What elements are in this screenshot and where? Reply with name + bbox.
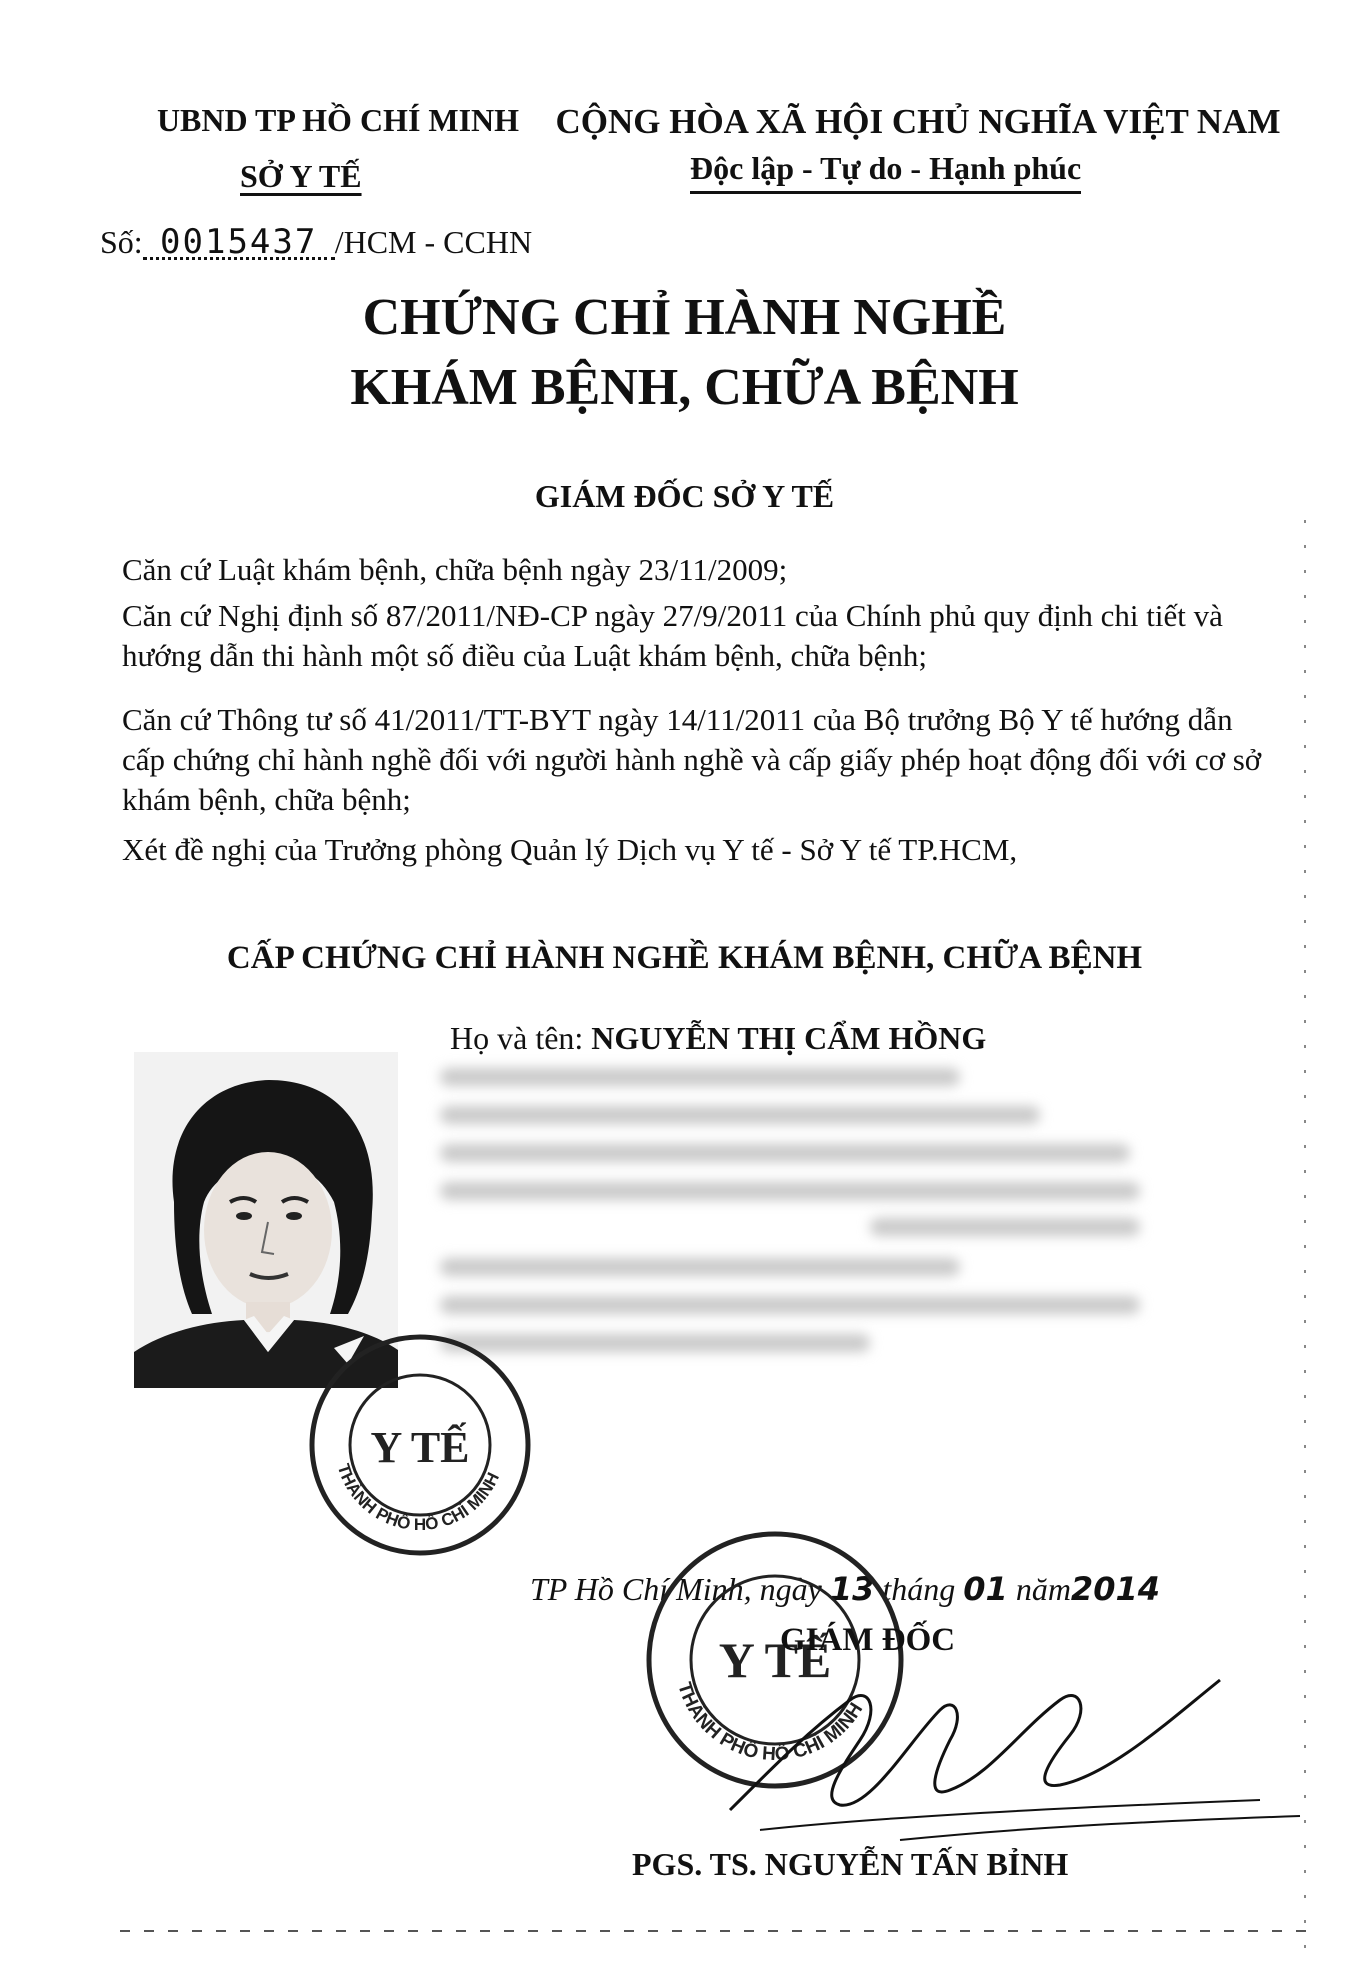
redacted-line (440, 1068, 960, 1086)
certificate-title-line-2: KHÁM BỆNH, CHỮA BỆNH (350, 359, 1019, 416)
legal-basis-proposal: Xét đề nghị của Trưởng phòng Quản lý Dịch vụ Y tế - Sở Y tế TP.HCM, (122, 832, 1018, 867)
holder-name-row (450, 1020, 986, 1057)
republic-title: CỘNG HÒA XÃ HỘI CHỦ NGHĨA VIỆT NAM (555, 102, 1281, 141)
signature-month: 01 (963, 1570, 1008, 1608)
holder-name-label: Họ và tên: (450, 1020, 584, 1056)
signature-year-label: năm (1015, 1571, 1071, 1607)
legal-basis-law: Căn cứ Luật khám bệnh, chữa bệnh ngày 23/11/2009; (122, 552, 788, 587)
signer-title: GIÁM ĐỐC (780, 1622, 956, 1658)
document-number-suffix: /HCM - CCHN (334, 224, 533, 260)
certificate-title-line-1: CHỨNG CHỈ HÀNH NGHỀ (362, 289, 1007, 346)
seal-ring-text: THÀNH PHỐ HỒ CHÍ MINH (333, 1461, 503, 1535)
document-number-line (100, 224, 532, 261)
seal-center-text: Y TẾ (370, 1423, 470, 1472)
issuing-department: SỞ Y TẾ (240, 158, 362, 194)
redacted-line (440, 1182, 1140, 1200)
seal-ring-text: THÀNH PHỐ HỒ CHÍ MINH (673, 1679, 868, 1766)
signer-name: PGS. TS. NGUYỄN TẤN BỈNH (632, 1846, 1069, 1882)
signature-day: 13 (829, 1570, 875, 1608)
issuer-heading: GIÁM ĐỐC SỞ Y TẾ (534, 478, 835, 514)
legal-basis-decree: Căn cứ Nghị định số 87/2011/NĐ-CP ngày 27/9/2011 của Chính phủ quy định chi tiết và hướng dẫn thi hành một số điều của Luật khám bệnh, chữa bệnh; (122, 598, 1223, 673)
signature-place: TP Hồ Chí Minh, ngày (530, 1571, 822, 1607)
handwritten-signature (700, 1640, 1320, 1860)
issuing-agency: UBND TP HỒ CHÍ MINH (156, 102, 520, 138)
redacted-line (870, 1218, 1140, 1236)
redacted-line (440, 1296, 1140, 1314)
bottom-dashed-line (120, 1928, 1310, 1934)
redacted-personal-details (440, 1058, 1160, 1378)
signature-year: 2014 (1070, 1570, 1160, 1608)
seal-center-text: Y TẾ (718, 1632, 832, 1688)
redacted-line (440, 1144, 1130, 1162)
legal-basis-circular: Căn cứ Thông tư số 41/2011/TT-BYT ngày 14/11/2011 của Bộ trưởng Bộ Y tế hướng dẫn cấp chứng chỉ hành nghề đối với người hành nghề và cấp giấy phép hoạt động đối với cơ sở khám bệnh, chữa bệnh; (122, 702, 1262, 817)
official-seal-left (305, 1330, 535, 1560)
redacted-line (440, 1106, 1040, 1124)
document-number-prefix: Số: (100, 224, 143, 260)
national-motto: Độc lập - Tự do - Hạnh phúc (690, 150, 1081, 194)
document-number: 0015437 (143, 227, 335, 260)
signature-month-label: tháng (882, 1571, 956, 1607)
right-edge-dots (1300, 520, 1310, 1970)
holder-name: NGUYỄN THỊ CẨM HỒNG (591, 1020, 987, 1056)
redacted-line (440, 1258, 960, 1276)
grant-heading: CẤP CHỨNG CHỈ HÀNH NGHỀ KHÁM BỆNH, CHỮA BỆNH (226, 940, 1143, 976)
